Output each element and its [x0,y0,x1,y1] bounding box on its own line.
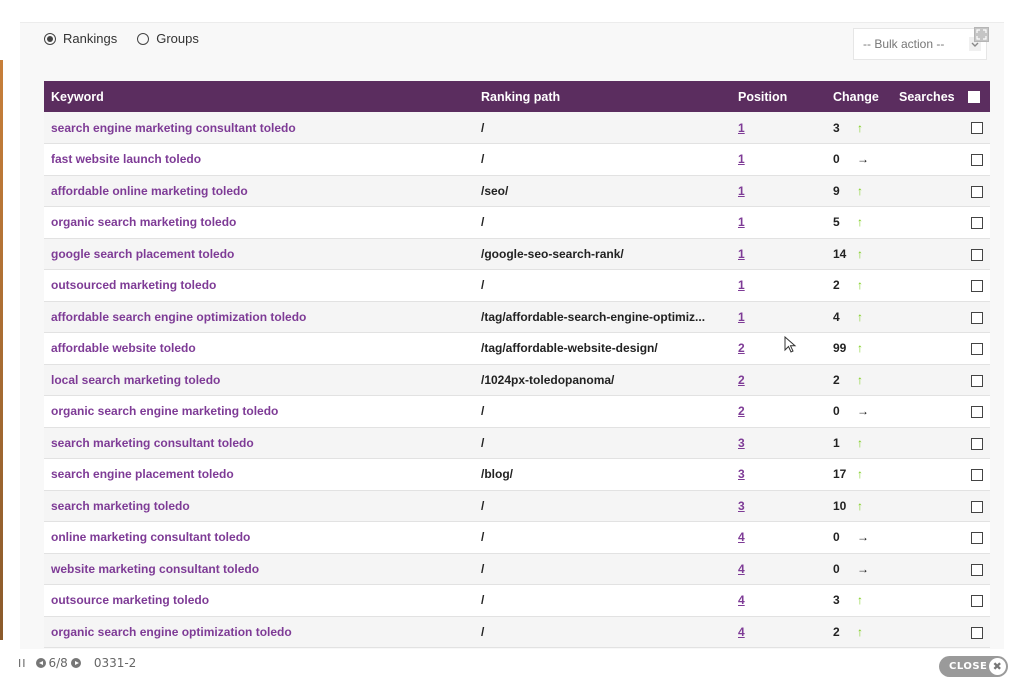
keyword-link[interactable]: organic search engine marketing toledo [51,404,279,419]
row-checkbox[interactable] [971,469,983,481]
position-cell [731,364,826,396]
position-link[interactable]: 1 [738,183,745,198]
change-cell [826,175,892,207]
table-row [44,585,990,617]
bulk-action-label: -- Bulk action -- [863,37,945,51]
searches-cell [892,459,990,491]
change-value: 1 [833,435,840,450]
position-link[interactable]: 1 [738,120,745,135]
pause-icon[interactable]: II [18,656,27,670]
position-cell [731,553,826,585]
change-cell [826,616,892,648]
slide-counter: 6/8 [48,656,68,670]
keyword-link[interactable]: outsourced marketing toledo [51,278,217,293]
change-cell [826,112,892,144]
table-row [44,553,990,585]
position-link[interactable]: 1 [738,246,745,261]
position-link[interactable]: 2 [738,404,745,419]
radio-selected-icon [44,33,56,45]
arrow-right-icon: → [857,152,869,167]
ranking-path: / [481,120,485,135]
keyword-link[interactable]: affordable online marketing toledo [51,183,248,198]
change-cell [826,364,892,396]
searches-cell [892,490,990,522]
row-checkbox[interactable] [971,375,983,387]
ranking-path: / [481,530,485,545]
keyword-link[interactable]: google search placement toledo [51,246,235,261]
row-checkbox[interactable] [971,627,983,639]
change-value: 5 [833,215,840,230]
row-checkbox[interactable] [971,564,983,576]
searches-cell [892,585,990,617]
arrow-right-icon: → [857,561,869,576]
keyword-link[interactable]: search marketing consultant toledo [51,435,254,450]
col-change[interactable]: Change [833,89,879,104]
change-value: 3 [833,120,840,135]
position-cell [731,112,826,144]
change-cell [826,490,892,522]
radio-unselected-icon [137,33,149,45]
arrow-up-icon: ↑ [857,183,863,198]
change-cell [826,585,892,617]
row-checkbox[interactable] [971,501,983,513]
col-searches-label[interactable]: Searches [899,89,955,104]
row-checkbox[interactable] [971,154,983,166]
searches-cell [892,396,990,428]
table-row [44,616,990,648]
row-checkbox[interactable] [971,406,983,418]
ranking-path: / [481,593,485,608]
row-checkbox[interactable] [971,122,983,134]
arrow-up-icon: ↑ [857,372,863,387]
position-link[interactable]: 3 [738,467,745,482]
position-cell [731,270,826,302]
table-row [44,301,990,333]
position-cell [731,301,826,333]
row-checkbox[interactable] [971,186,983,198]
position-link[interactable]: 4 [738,624,745,639]
change-value: 99 [833,341,847,356]
change-value: 14 [833,246,847,261]
change-cell [826,396,892,428]
close-icon: ✖ [989,658,1006,675]
searches-cell [892,238,990,270]
change-cell [826,427,892,459]
arrow-right-icon: → [857,530,869,545]
table-row [44,364,990,396]
change-cell [826,522,892,554]
change-value: 2 [833,372,840,387]
searches-cell [892,553,990,585]
select-all-checkbox[interactable] [968,91,980,103]
arrow-up-icon: ↑ [857,498,863,513]
position-cell [731,616,826,648]
next-icon[interactable] [71,658,81,668]
arrow-up-icon: ↑ [857,246,863,261]
col-ranking-path[interactable]: Ranking path [481,89,561,104]
ranking-path: /tag/affordable-search-engine-optimiz... [481,309,706,324]
rankings-panel [20,22,1004,649]
radio-groups-label: Groups [156,31,199,46]
change-value: 17 [833,467,847,482]
searches-cell [892,144,990,176]
keyword-link[interactable]: outsource marketing toledo [51,593,210,608]
searches-cell [892,364,990,396]
change-value: 2 [833,624,840,639]
ranking-path: /blog/ [481,467,513,482]
radio-rankings[interactable] [44,31,117,46]
arrow-up-icon: ↑ [857,624,863,639]
position-cell [731,175,826,207]
col-keyword[interactable]: Keyword [51,89,104,104]
change-value: 0 [833,152,840,167]
position-link[interactable]: 4 [738,530,745,545]
ranking-path: /google-seo-search-rank/ [481,246,624,261]
mouse-pointer-icon [784,336,798,354]
col-searches [892,81,990,112]
table-row [44,207,990,239]
row-checkbox[interactable] [971,595,983,607]
row-checkbox[interactable] [971,343,983,355]
bulk-action-select[interactable] [853,28,987,60]
arrow-up-icon: ↑ [857,120,863,135]
slideshow-footer [18,656,136,670]
table-header-row [44,81,990,112]
position-link[interactable]: 2 [738,372,745,387]
position-link[interactable]: 1 [738,215,745,230]
change-cell [826,301,892,333]
ranking-path: / [481,435,485,450]
close-button[interactable] [939,656,1008,677]
change-value: 0 [833,530,840,545]
arrow-up-icon: ↑ [857,341,863,356]
change-value: 3 [833,593,840,608]
ranking-path: / [481,215,485,230]
position-cell [731,490,826,522]
background-edge [0,60,3,640]
keyword-link[interactable]: online marketing consultant toledo [51,530,251,545]
view-toggle [44,31,219,46]
change-value: 4 [833,309,840,324]
position-cell [731,207,826,239]
position-link[interactable]: 3 [738,435,745,450]
arrow-up-icon: ↑ [857,309,863,324]
position-link[interactable]: 1 [738,278,745,293]
change-cell [826,553,892,585]
row-checkbox[interactable] [971,249,983,261]
arrow-up-icon: ↑ [857,278,863,293]
change-value: 9 [833,183,840,198]
searches-cell [892,207,990,239]
keyword-link[interactable]: affordable website toledo [51,341,196,356]
keyword-link[interactable]: website marketing consultant toledo [51,561,260,576]
col-position[interactable]: Position [738,89,788,104]
table-row [44,459,990,491]
position-cell [731,333,826,365]
position-link[interactable]: 1 [738,152,745,167]
previous-icon[interactable] [36,658,46,668]
change-value: 10 [833,498,847,513]
keyword-link[interactable]: local search marketing toledo [51,372,221,387]
change-cell [826,333,892,365]
table-row [44,333,990,365]
table-row [44,490,990,522]
ranking-path: / [481,152,485,167]
position-cell [731,144,826,176]
change-cell [826,144,892,176]
keyword-link[interactable]: search engine placement toledo [51,467,234,482]
ranking-path: / [481,561,485,576]
keyword-link[interactable]: organic search engine optimization toledo [51,624,292,639]
table-row [44,175,990,207]
searches-cell [892,270,990,302]
position-link[interactable]: 4 [738,561,745,576]
row-checkbox[interactable] [971,217,983,229]
position-link[interactable]: 3 [738,498,745,513]
rankings-table [44,81,990,648]
keyword-link[interactable]: search engine marketing consultant toledo [51,120,296,135]
position-cell [731,427,826,459]
row-checkbox[interactable] [971,312,983,324]
keyword-link[interactable]: fast website launch toledo [51,152,202,167]
table-row [44,427,990,459]
ranking-path: / [481,278,485,293]
change-value: 2 [833,278,840,293]
row-checkbox[interactable] [971,280,983,292]
change-cell [826,270,892,302]
searches-cell [892,427,990,459]
ranking-path: / [481,404,485,419]
arrow-up-icon: ↑ [857,593,863,608]
slide-caption: 0331-2 [93,656,137,670]
searches-cell [892,616,990,648]
table-row [44,396,990,428]
ranking-path: / [481,624,485,639]
searches-cell [892,333,990,365]
position-cell [731,459,826,491]
ranking-path: /seo/ [481,183,509,198]
row-checkbox[interactable] [971,438,983,450]
close-label: CLOSE [949,661,988,672]
arrow-up-icon: ↑ [857,215,863,230]
position-link[interactable]: 1 [738,309,745,324]
radio-rankings-label: Rankings [63,31,118,46]
expand-icon[interactable] [974,27,989,42]
table-row [44,238,990,270]
arrow-up-icon: ↑ [857,435,863,450]
table-row [44,270,990,302]
change-value: 0 [833,561,840,576]
change-cell [826,207,892,239]
keyword-link[interactable]: affordable search engine optimization toledo [51,309,307,324]
radio-groups[interactable] [137,31,199,46]
table-row [44,522,990,554]
change-value: 0 [833,404,840,419]
position-cell [731,238,826,270]
ranking-path: /1024px-toledopanoma/ [481,372,615,387]
table-row [44,144,990,176]
change-cell [826,238,892,270]
ranking-path: /tag/affordable-website-design/ [481,341,658,356]
searches-cell [892,301,990,333]
ranking-path: / [481,498,485,513]
row-checkbox[interactable] [971,532,983,544]
position-cell [731,585,826,617]
position-cell [731,522,826,554]
searches-cell [892,112,990,144]
arrow-right-icon: → [857,404,869,419]
keyword-link[interactable]: organic search marketing toledo [51,215,237,230]
position-cell [731,396,826,428]
position-link[interactable]: 2 [738,341,745,356]
position-link[interactable]: 4 [738,593,745,608]
keyword-link[interactable]: search marketing toledo [51,498,190,513]
arrow-up-icon: ↑ [857,467,863,482]
searches-cell [892,522,990,554]
searches-cell [892,175,990,207]
change-cell [826,459,892,491]
table-row [44,112,990,144]
